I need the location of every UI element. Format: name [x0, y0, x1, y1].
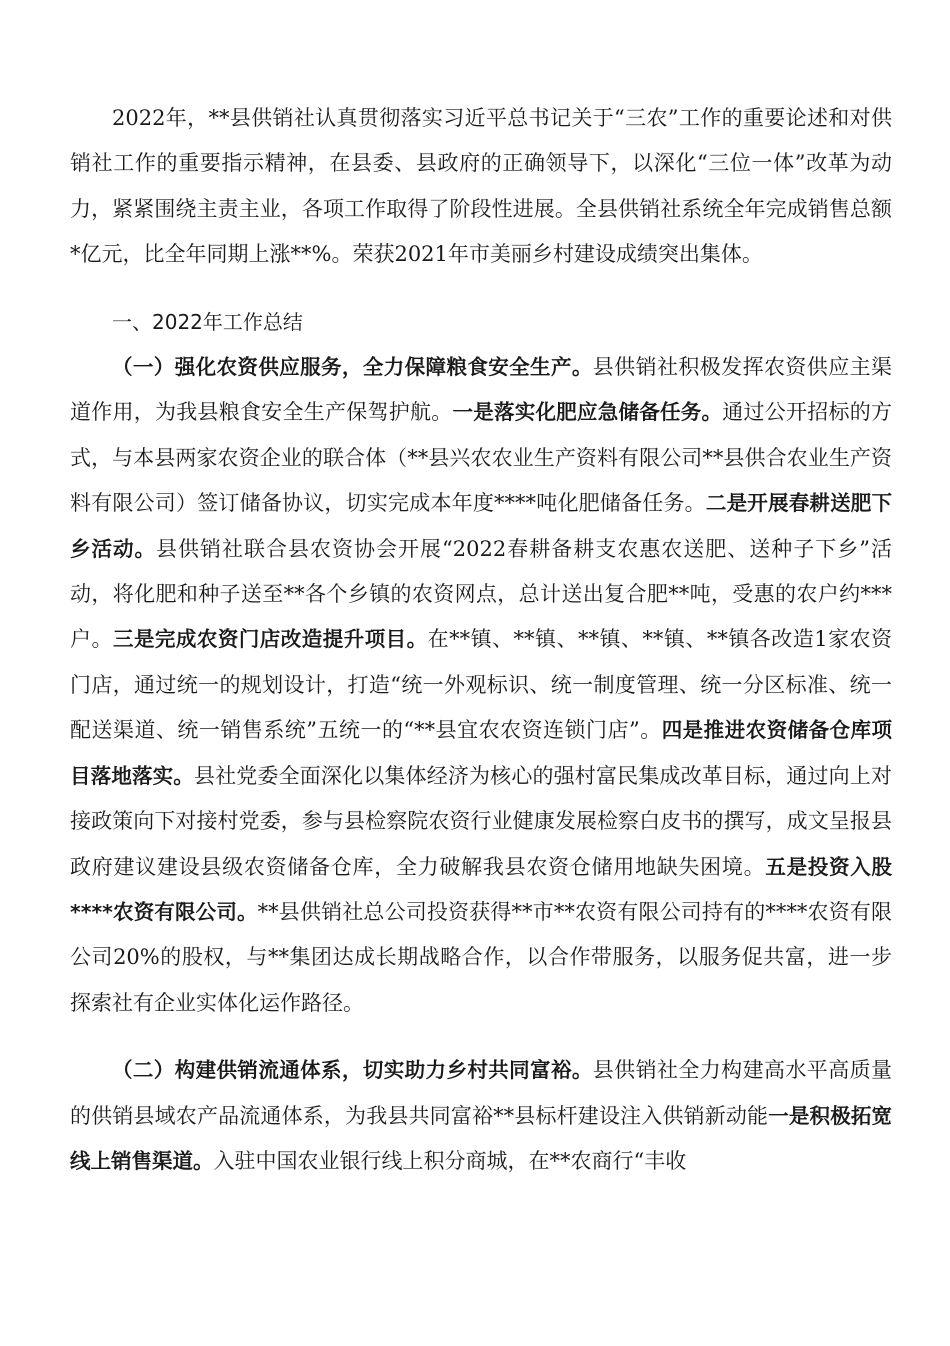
intro-text: 2022年，**县供销社认真贯彻落实习近平总书记关于“三农”工作的重要论述和对供销社工作的重要指示精神，在县委、县政府的正确领导下，以深化“三位一体”改革为动力，紧紧围绕主责主业，各项工作取得了阶段性进展。全县供销社系统全年完成销售总额*亿元，比全年同期上涨**%。荣获2021年市美丽乡村建设成绩突出集体。 — [70, 106, 892, 267]
subsection-1-lead: 县供销社积极发挥农资供应主渠道作用，为我县粮食安全生产保驾护航。 — [70, 355, 893, 425]
item-1-title: 一是落实化肥应急储备任务。 — [452, 400, 723, 425]
section-heading — [70, 300, 892, 345]
item-1-text: 通过公开招标的方式，与本县两家农资企业的联合体（**县兴农农业生产资料有限公司**县供合农业生产资料有限公司）签订储备协议，切实完成本年度****吨化肥储备任务。 — [70, 400, 892, 516]
subsection-1-title: （一）强化农资供应服务，全力保障粮食安全生产。 — [112, 355, 593, 380]
subsection-2-item-1-text: 入驻中国农业银行线上积分商城，在**农商行“丰收 — [213, 1148, 687, 1173]
document-page — [70, 96, 892, 1184]
item-3-title: 三是完成农资门店改造提升项目。 — [112, 627, 428, 652]
item-5-text: **县供销社总公司投资获得**市**农资有限公司持有的****农资有限公司20%的股权，与**集团达成长期战略合作，以合作带服务，以服务促共富，进一步探索社有企业实体化运作路径。 — [70, 899, 893, 1015]
item-2-title: 二是开展春耕送肥下乡活动。 — [70, 491, 893, 561]
item-4-title: 四是推进农资储备仓库项目落地落实。 — [70, 718, 892, 788]
subsection-2-lead: 县供销社全力构建高水平高质量的供销县域农产品流通体系，为我县共同富裕**县标杆建设注入供销新动能 — [70, 1058, 893, 1128]
item-4-text: 县社党委全面深化以集体经济为核心的强村富民集成改革目标，通过向上对接政策向下对接村党委，参与县检察院农资行业健康发展检察白皮书的撰写，成文呈报县政府建议建设县级农资储备仓库，全力破解我县农资仓储用地缺失困境。 — [70, 763, 893, 879]
item-3-text: 在**镇、**镇、**镇、**镇、**镇各改造1家农资门店，通过统一的规划设计，打造“统一外观标识、统一制度管理、统一分区标准、统一配送渠道、统一销售系统”五统一的“**县宜农农资连锁门店”。 — [70, 627, 893, 743]
item-2-text: 县供销社联合县农资协会开展“2022春耕备耕支农惠农送肥、送种子下乡”活动，将化肥和种子送至**各个乡镇的农资网点，总计送出复合肥**吨，受惠的农户约***户。 — [70, 536, 892, 652]
section-heading-text: 一、2022年工作总结 — [112, 309, 303, 334]
subsection-1-paragraph — [70, 345, 892, 1026]
subsection-2-title: （二）构建供销流通体系，切实助力乡村共同富裕。 — [112, 1058, 593, 1083]
intro-paragraph — [70, 96, 892, 278]
subsection-2-paragraph — [70, 1048, 892, 1184]
item-5-title: 五是投资入股****农资有限公司。 — [70, 854, 893, 924]
subsection-2-item-1-title: 一是积极拓宽线上销售渠道。 — [70, 1103, 893, 1173]
